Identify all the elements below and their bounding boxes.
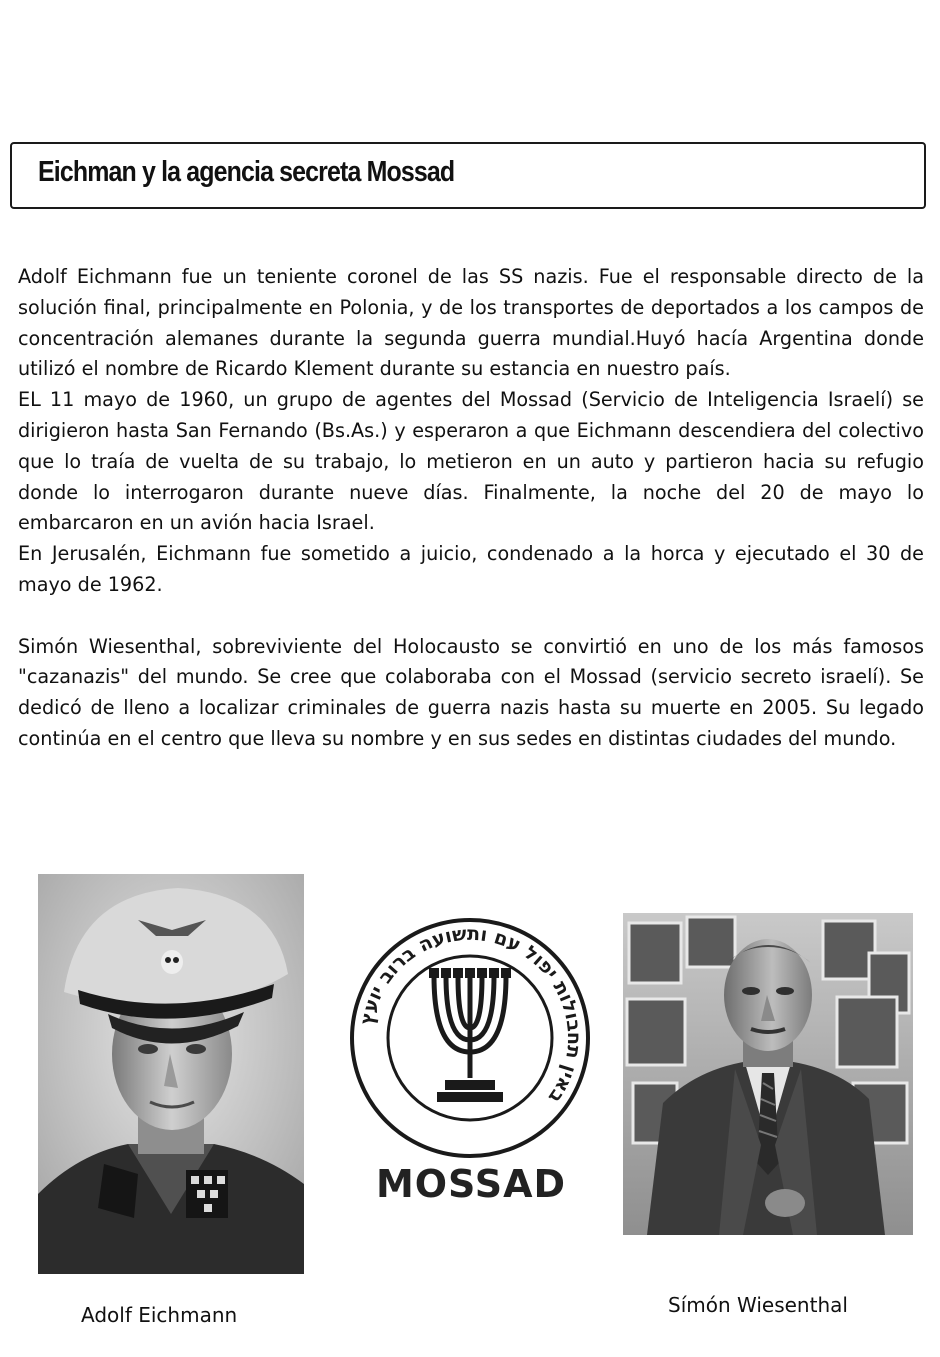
paragraph-wiesenthal: Simón Wiesenthal, sobreviviente del Holocausto se convirtió en uno de los más famosos "cazanazis" del mundo. Se cree que colaboraba con el Mossad (servicio secreto israelí). Se dedicó de lleno a localizar criminales de guerra nazis hasta su muerte en 2005. Su legado continúa en el centro que lleva su nombre y en sus sedes en distintas ciudades del mundo.	[18, 634, 924, 750]
paragraph-eichmann-intro: Adolf Eichmann fue un teniente coronel de las SS nazis. Fue el responsable directo de la solución final, principalmente en Polonia, y de los transportes de deportados a los campos de concentración alemanes durante la segunda guerra mundial.Huyó hacía Argentina donde utilizó el nombre de Ricardo Klement durante su estancia en nuestro país.	[18, 265, 924, 381]
paragraph-capture: EL 11 mayo de 1960, un grupo de agentes del Mossad (Servicio de Inteligencia Israelí) se dirigieron hasta San Fernando (Bs.As.) y esperaron a que Eichmann descendiera del colectivo que lo traía de vuelta de su trabajo, lo metieron en un auto y partieron hacia su refugio donde lo interrogaron durante nueve días. Finalmente, la noche del 20 de mayo lo embarcaron en un avión hacia Israel.	[18, 388, 924, 535]
eichmann-caption: Adolf Eichmann	[81, 1303, 238, 1327]
paragraph-trial: En Jerusalén, Eichmann fue sometido a juicio, condenado a la horca y ejecutado el 30 de mayo de 1962.	[18, 542, 924, 596]
title-box	[10, 142, 926, 209]
eichmann-photo	[38, 874, 304, 1274]
mossad-emblem	[347, 918, 593, 1158]
page-title: Eichman y la agencia secreta Mossad	[38, 156, 455, 188]
mossad-wordmark: MOSSAD	[375, 1162, 567, 1206]
menorah-icon	[434, 976, 506, 1078]
mossad-seal-text: באין תחבולות יפול עם ותשועה ברוב יועץ	[355, 922, 586, 1108]
wiesenthal-photo	[623, 913, 913, 1235]
article-body	[18, 262, 924, 755]
wiesenthal-caption: Símón Wiesenthal	[668, 1293, 848, 1317]
